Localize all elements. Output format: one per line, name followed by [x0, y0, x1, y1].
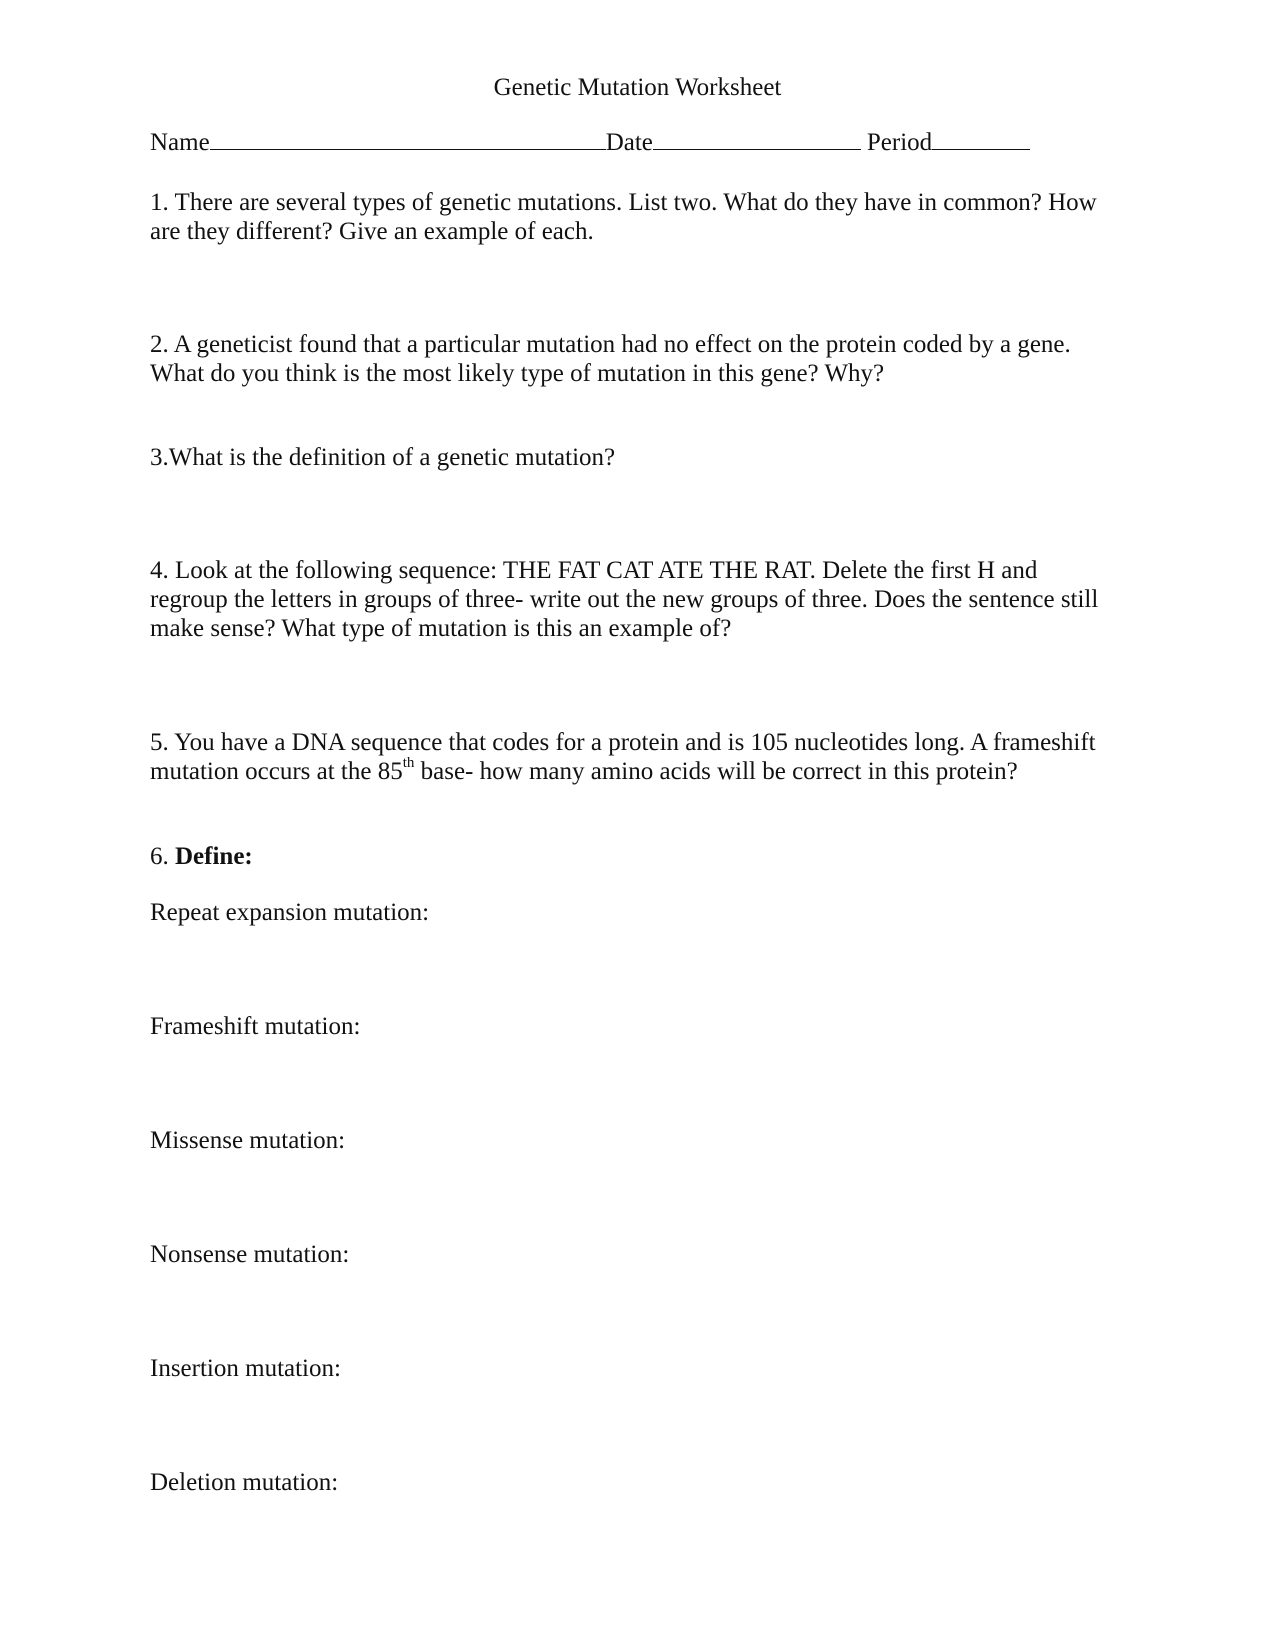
- define-term-missense: Missense mutation:: [150, 1127, 346, 1154]
- question-4-line-3: make sense? What type of mutation is this an example of?: [150, 615, 732, 642]
- question-5-line-1: 5. You have a DNA sequence that codes for a protein and is 105 nucleotides long. A frameshift: [150, 729, 1096, 756]
- date-field[interactable]: [653, 129, 861, 150]
- question-6-number: 6.: [150, 843, 175, 870]
- name-field[interactable]: [210, 129, 606, 150]
- question-3-line-1: 3.What is the definition of a genetic mutation?: [150, 444, 616, 471]
- define-term-repeat-expansion: Repeat expansion mutation:: [150, 899, 430, 926]
- question-1-line-1: 1. There are several types of genetic mutations. List two. What do they have in common? How: [150, 189, 1097, 216]
- page-title: Genetic Mutation Worksheet: [493, 74, 782, 101]
- define-term-nonsense: Nonsense mutation:: [150, 1241, 350, 1268]
- question-5-line-2-end: base- how many amino acids will be correct in this protein?: [414, 758, 1018, 785]
- question-4-line-2: regroup the letters in groups of three- write out the new groups of three. Does the sentence still: [150, 586, 1099, 613]
- date-label: Date: [605, 129, 653, 156]
- define-heading: Define:: [175, 843, 253, 870]
- question-1-line-2: are they different? Give an example of each.: [150, 218, 594, 245]
- question-6-heading: [150, 842, 253, 871]
- question-2-line-2: What do you think is the most likely type of mutation in this gene? Why?: [150, 360, 885, 387]
- question-5-line-2-start: mutation occurs at the 85: [150, 758, 403, 785]
- question-5-line-2: [150, 754, 1018, 786]
- define-term-deletion: Deletion mutation:: [150, 1469, 339, 1496]
- define-term-frameshift: Frameshift mutation:: [150, 1013, 361, 1040]
- ordinal-suffix: th: [402, 754, 415, 771]
- period-label: Period: [866, 129, 933, 156]
- header-fields-row: [150, 128, 1030, 157]
- question-4-line-1: 4. Look at the following sequence: THE FAT CAT ATE THE RAT. Delete the first H and: [150, 557, 1038, 584]
- period-field[interactable]: [932, 129, 1030, 150]
- name-label: Name: [150, 129, 210, 156]
- question-2-line-1: 2. A geneticist found that a particular mutation had no effect on the protein coded by a gene.: [150, 331, 1071, 358]
- define-term-insertion: Insertion mutation:: [150, 1355, 341, 1382]
